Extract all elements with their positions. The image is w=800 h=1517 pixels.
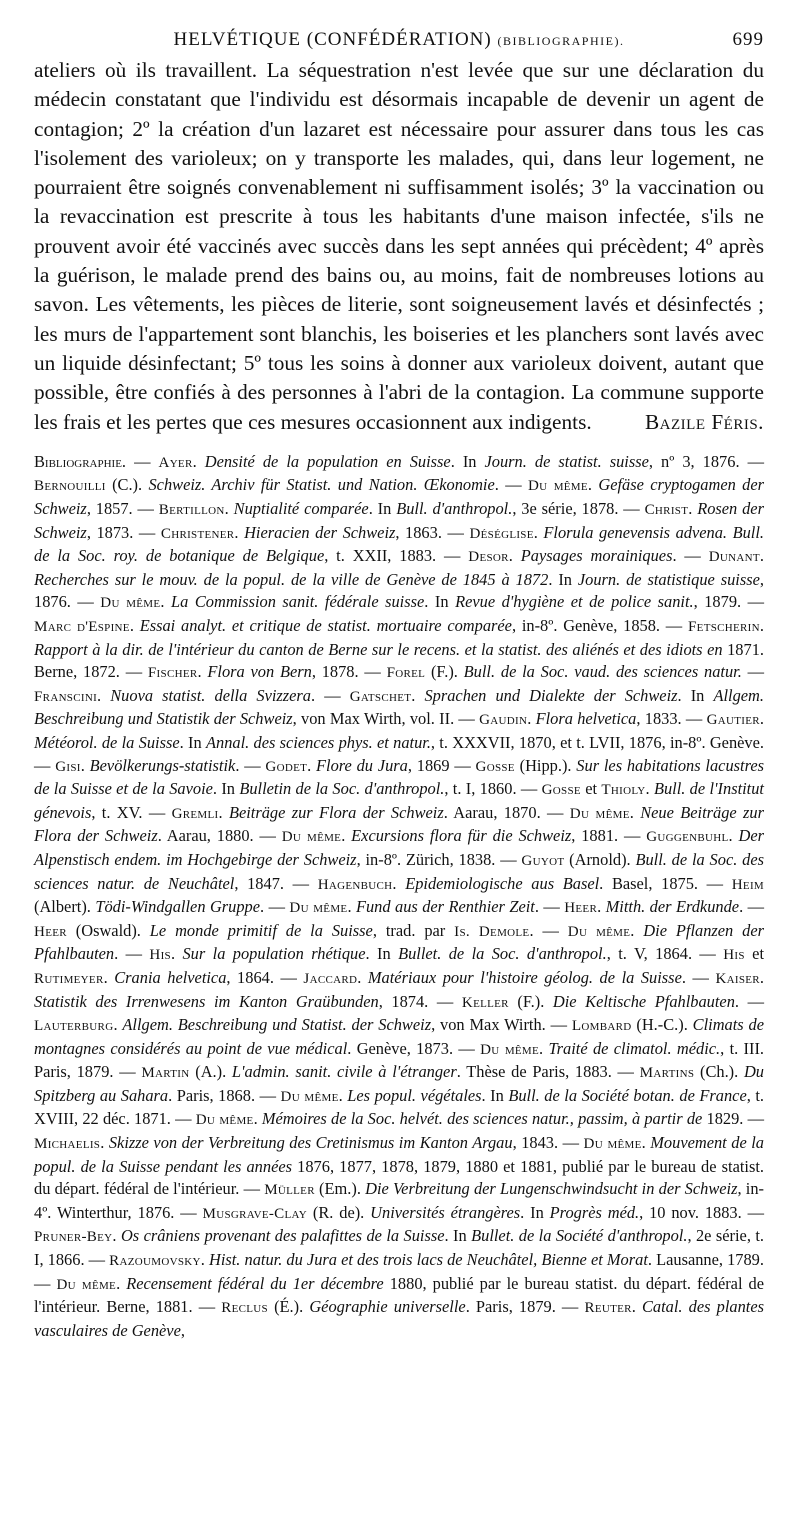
biblio-title: Flora helvetica [535,709,637,729]
biblio-text: (R. de). [307,1202,371,1222]
biblio-text: . Genève, 1873. — [347,1038,481,1058]
biblio-text: . [341,826,352,846]
biblio-text: . [224,499,234,519]
biblio-author: Müller [264,1182,315,1199]
biblio-text: , 1857. — [86,499,159,519]
biblio-text: , in-4º. Winterthur, 1876. — [34,1179,764,1222]
biblio-text: . [629,802,641,822]
biblio-text: . In [365,944,399,964]
biblio-text: . [307,755,317,775]
biblio-text: (Albert). [34,897,96,917]
biblio-title: Météorol. de la Suisse [34,732,180,752]
bibliography-label: Bibliographie. [34,451,127,471]
biblio-text: , 1876. — [34,569,764,612]
biblio-author: Du même [56,1276,117,1293]
biblio-text: , 1874. — [378,991,462,1011]
biblio-text: . Paris, 1879. — [465,1297,585,1317]
biblio-author: Du même [281,829,342,846]
biblio-author: Desor [468,549,509,566]
biblio-text: . [80,755,90,775]
biblio-author: Thioly [601,782,646,799]
biblio-title: Paysages morainiques [520,546,673,566]
biblio-author: Du même [280,1088,339,1105]
biblio-title: Statistik des Irrenwesens im Kanton Graübunden [34,991,379,1011]
biblio-text: , t. III. Paris, 1879. — [34,1038,765,1082]
biblio-text: , t. XXXVII, 1870, et t. LVII, 1876, in-8º. Genève. — [34,732,764,775]
biblio-title: Bull. de l'Institut génevois [34,779,764,822]
biblio-text: . [631,1297,642,1317]
biblio-text: . [160,592,172,612]
biblio-text: . [411,685,425,705]
biblio-title: Die Verbreitung der Lungenschwindsucht in der Schweiz [365,1179,738,1199]
biblio-text: , in-8º. Genève, 1858. — [511,616,688,636]
biblio-text: . [347,897,356,917]
biblio-text: , 1869 — [407,755,476,775]
biblio-text: 1880, publié par le bureau statist. du départ. fédéral de l'intérieur. Berne, 1881. — [34,1273,765,1317]
body-paragraph [34,56,764,437]
bibliography: Bibliographie. — Ayer. Densité de la population en Suisse. In Journ. de statist. suisse, nº 3, 1876. — Bernouilli (C.). Schweiz. Archiv für Statist. und Nation. Œkonomie. — Du même. Gefäse cryptogamen der Schweiz, 1857. — Bertillon. Nuptialité comparée. In Bull. d'anthropol., 3e série, 1878. — Christ. Rosen der Schweiz, 1873. — Christener. Hieracien der Schweiz, 1863. — Déséglise. Florula genevensis advena. Bull. de la Soc. roy. de botanique de Belgique, t. XXII, 1883. — Desor. Paysages morainiques. — Dunant. Recherches sur le mouv. de la popul. de la ville de Genève de 1845 à 1872. In Journ. de statistique suisse, 1876. — Du même. La Commission sanit. fédérale suisse. In Revue d'hygiène et de police sanit., 1879. — Marc d'Espine. Essai analyt. et critique de statist. mortuaire comparée, in-8º. Genève, 1858. — Fetscherin. Rapport à la dir. de l'intérieur du canton de Berne sur le recens. et la statist. des aliénés et des idiots en 1871. Berne, 1872. — Fischer. Flora von Bern, 1878. — Forel (F.). Bull. de la Soc. vaud. des sciences natur. — Franscini. Nuova statist. della Svizzera. — Gatschet. Sprachen und Dialekte der Schweiz. In Allgem. Beschreibung und Statistik der Schweiz, von Max Wirth, vol. II. — Gaudin. Flora helvetica, 1833. — Gautier. Météorol. de la Suisse. In Annal. des sciences phys. et natur., t. XXXVII, 1870, et t. LVII, 1876, in-8º. Genève. — Gisi. Bevölkerungs-statistik. — Godet. Flore du Jura, 1869 — Gosse (Hipp.). Sur les habitations lacustres de la Suisse et de la Savoie. In Bulletin de la Soc. d'anthropol., t. I, 1860. — Gosse et Thioly. Bull. de l'Institut génevois, t. XV. — Gremli. Beiträge zur Flora der Schweiz. Aarau, 1870. — Du même. Neue Beiträge zur Flora der Schweiz. Aarau, 1880. — Du même. Excursions flora für die Schweiz, 1881. — Guggenbuhl. Der Alpenstisch endem. im Hochgebirge der Schweiz, in-8º. Zürich, 1838. — Guyot (Arnold). Bull. de la Soc. des sciences natur. de Neuchâtel, 1847. — Hagenbuch. Epidemiologische aus Basel. Basel, 1875. — Heim (Albert). Tödi-Windgallen Gruppe. — Du même. Fund aus der Renthier Zeit. — Heer. Mitth. der Erdkunde. — Heer (Oswald). Le monde primitif de la Suisse, trad. par Is. Demole. — Du même. Die Pflanzen der Pfahlbauten. — His. Sur la population rhétique. In Bullet. de la Soc. d'anthropol., t. V, 1864. — His et Rutimeyer. Crania helvetica, 1864. — Jaccard. Matériaux pour l'histoire géolog. de la Suisse. — Kaiser. Statistik des Irrenwesens im Kanton Graübunden, 1874. — Keller (F.). Die Keltische Pfahlbauten. — Lauterburg. Allgem. Beschreibung und Statist. der Schweiz, von Max Wirth. — Lombard (H.-C.). Climats de montagnes considérés au point de vue médical. Genève, 1873. — Du même. Traité de climatol. médic., t. III. Paris, 1879. — Martin (A.). L'admin. sanit. civile à l'étranger. Thèse de Paris, 1883. — Martins (Ch.). Du Spitzberg au Sahara. Paris, 1868. — Du même. Les popul. végétales. In Bull. de la Société botan. de France, t. XVIII, 22 déc. 1871. — Du même. Mémoires de la Soc. helvét. des sciences natur., passim, à partir de 1829. — Michaelis. Skizze von der Verbreitung des Cretinismus im Kanton Argau, 1843. — Du même. Mouvement de la popul. de la Suisse pendant les années 1876, 1877, 1878, 1879, 1880 et 1881, publié par le bureau de statist. du départ. fédéral de l'intérieur. — Müller (Em.). Die Verbreitung der Lungenschwindsucht in der Schweiz, in-4º. Winterthur, 1876. — Musgrave-Clay (R. de). Universités étrangères. In Progrès méd., 10 nov. 1883. — Pruner-Bey. Os crâniens provenant des palafittes de la Suisse. In Bullet. de la Société d'anthropol., 2e série, t. I, 1866. — Razoumovsky. Hist. natur. du Jura et des trois lacs de Neuchâtel, Bienne et Morat. Lausanne, 1789. — Du même. Recensement fédéral du 1er décembre 1880, publié par le bureau statist. du départ. fédéral de l'intérieur. Berne, 1881. — Reclus (É.). Géographie universelle. Paris, 1879. — Reuter. Catal. des plantes vasculaires de Genève, [34,451,765,1340]
biblio-text: . [116,1273,127,1293]
biblio-text: (F.). [508,991,553,1011]
biblio-text: . — [739,897,764,917]
biblio-author: Gautier [706,712,760,729]
biblio-text: . In [548,569,578,589]
biblio-text: . [97,685,111,705]
biblio-text: . [508,546,521,566]
biblio-text: , in-8º. Zürich, 1838. — [356,849,522,869]
biblio-title: Revue d'hygiène et de police sanit. [455,592,694,612]
biblio-text: (Em.). [314,1179,366,1199]
biblio-text: et [744,944,765,964]
biblio-title: Bulletin de la Soc. d'anthropol. [239,779,445,799]
biblio-title: Der Alpenstisch endem. im Hochgebirge der Schweiz [34,826,765,869]
biblio-text: , 1881. — [571,826,647,846]
biblio-text: . — [235,755,266,775]
biblio-text: . In [450,451,485,471]
biblio-author: Jaccard [303,970,358,987]
biblio-author: Gosse [475,758,515,775]
biblio-author: Keller [461,994,509,1011]
biblio-text: . [170,944,183,964]
biblio-text: . — [114,944,150,964]
biblio-title: Bullet. de la Société d'anthropol. [471,1226,688,1246]
biblio-text: . In [212,779,240,799]
biblio-title: Bevölkerungs-statistik [89,755,236,775]
biblio-title: Nuova statist. della Svizzera [110,685,311,705]
biblio-author: Du même [567,923,631,940]
biblio-title: Recensement fédéral du 1er décembre [126,1273,384,1293]
running-header [34,10,764,56]
biblio-text: , 1879. — [693,592,765,612]
biblio-text: , 1847. — [234,873,318,893]
biblio-text: . Paris, 1868. — [168,1085,281,1105]
biblio-author: Pruner-Bey [34,1229,113,1246]
biblio-text: , 10 nov. 1883. — [639,1202,764,1222]
biblio-author: Reuter [584,1300,632,1317]
biblio-text: . Aarau, 1880. — [157,826,282,846]
biblio-text: 1871. Berne, 1872. — [34,639,764,682]
biblio-title: Universités étrangères [370,1202,521,1222]
biblio-title: Bull. de la Soc. vaud. des sciences natur. [463,662,742,682]
biblio-text: . In [424,592,456,612]
biblio-title: Die Pflanzen der Pfahlbauten [34,920,764,964]
biblio-author: Du même [583,1136,642,1153]
biblio-author: Michaelis [34,1136,101,1153]
biblio-title: Skizze von der Verbreitung des Cretinismus im Kanton Argau [108,1133,513,1153]
biblio-title: Progrès méd. [549,1202,640,1222]
biblio-author: Guyot [521,852,565,869]
biblio-text: , von Max Wirth, vol. II. — [292,709,480,729]
biblio-title: Neue Beiträge zur Flora der Schweiz [34,802,764,846]
biblio-title: Beiträge zur Flora der Schweiz [228,802,444,822]
biblio-text: . [112,1226,121,1246]
biblio-author: Fetscherin [688,619,760,636]
biblio-author: Lombard [571,1018,632,1035]
biblio-title: Os crâniens provenant des palafittes de la Suisse [120,1226,445,1246]
biblio-text: . — [681,967,716,987]
page-number: 699 [732,29,764,50]
biblio-author: Gaudin [479,712,528,729]
biblio-text: , 1878. — [311,662,387,682]
biblio-title: Flore du Jura [316,755,408,775]
biblio-text: , nº 3, 1876. — [648,451,764,471]
biblio-text: , t. V, 1864. — [606,944,724,964]
biblio-title: L'admin. sanit. civile à l'étranger [231,1062,457,1082]
biblio-author: Ayer [158,454,193,471]
biblio-text: . In [179,732,206,752]
biblio-text: . [587,475,599,495]
biblio-title: Rapport à la dir. de l'intérieur du canton de Berne sur le recens. et la statist. des aliénés et des idiots en [34,639,723,659]
biblio-text: . [630,920,644,940]
biblio-author: Du même [527,478,588,495]
biblio-title: Matériaux pour l'histoire géolog. de la Suisse [367,967,682,987]
biblio-text: . [597,897,606,917]
biblio-text: . [533,522,544,542]
biblio-text: . — [311,685,350,705]
biblio-author: Déséglise [469,525,534,542]
biblio-title: Nuptialité comparée [233,499,369,519]
biblio-title: Fund aus der Renthier Zeit [355,897,535,917]
biblio-author: Bernouilli [34,478,106,495]
biblio-text: . In [677,685,714,705]
biblio-text: . In [368,499,397,519]
biblio-author: Du même [480,1041,540,1058]
biblio-text: (Oswald). [66,920,150,940]
biblio-text: . [218,802,229,822]
biblio-text: , t. XV. — [91,802,172,822]
biblio-text: . [759,546,764,566]
biblio-text: . — [529,920,568,940]
biblio-text: . Lausanne, 1789. — [34,1250,764,1293]
biblio-text: . [645,779,654,799]
biblio-text: , von Max Wirth. — [431,1015,572,1035]
biblio-text: , t. XXII, 1883. — [324,546,469,566]
biblio-text: (Ch.). [694,1062,744,1082]
biblio-title: Géographie universelle [309,1297,466,1317]
header-title [174,10,625,71]
biblio-title: Hist. natur. du Jura et des trois lacs de Neuchâtel, Bienne et Morat [208,1250,648,1270]
biblio-text: . [200,1250,209,1270]
biblio-text: , [180,1320,185,1340]
biblio-title: Annal. des sciences phys. et natur. [205,732,431,752]
biblio-title: Sur la population rhétique [182,944,366,964]
biblio-text: . — [734,991,764,1011]
biblio-title: Les popul. végétales [347,1085,482,1105]
biblio-text: . [759,967,765,987]
biblio-title: Densité de la population en Suisse [204,451,451,471]
biblio-author: Heer [564,900,598,917]
biblio-title: Journ. de statist. suisse [484,451,649,471]
biblio-text: . [759,709,764,729]
header-title-main: HELVÉTIQUE (CONFÉDÉRATION) [173,29,492,50]
biblio-title: Climats de montagnes considérés au point de vue médical [34,1015,765,1058]
biblio-author: Kaiser [715,970,760,987]
biblio-text: . Thèse de Paris, 1883. — [456,1062,640,1082]
biblio-text: . [641,1133,651,1153]
biblio-title: Gefäse cryptogamen der Schweiz [34,475,764,519]
biblio-title: Bullet. de la Soc. d'anthropol. [398,944,607,964]
biblio-text: . In [481,1085,509,1105]
biblio-text: , t. XVIII, 22 déc. 1871. — [34,1085,764,1129]
biblio-author: Fischer [147,665,198,682]
biblio-text: , 1864. — [226,967,304,987]
biblio-title: Sprachen und Dialekte der Schweiz [424,685,678,705]
biblio-title: Traité de climatol. médic. [548,1038,721,1058]
biblio-text: et [580,779,602,799]
biblio-author: Marc d'Espine [34,619,130,636]
biblio-title: Recherches sur le mouv. de la popul. de la ville de Genève de 1845 à 1872 [34,569,549,589]
biblio-text: . Aarau, 1870. — [443,802,570,822]
biblio-title: Crania helvetica [114,967,227,987]
biblio-title: Mitth. der Erdkunde [605,897,740,917]
biblio-text: . [539,1038,549,1058]
biblio-text: , 2e série, t. I, 1866. — [34,1226,764,1270]
biblio-title: Mémoires de la Soc. helvét. des sciences natur., passim, à partir de [261,1109,703,1129]
biblio-text: . [392,873,406,893]
biblio-title: Allgem. Beschreibung und Statist. der Schweiz [122,1015,432,1035]
biblio-text: . — [672,546,709,566]
biblio-author: Dunant [708,549,760,566]
biblio-author: Du même [195,1112,254,1129]
biblio-text: (H.-C.). [631,1015,693,1035]
biblio-title: Mouvement de la popul. de la Suisse pendant les années [34,1133,764,1176]
biblio-text: (A.). [189,1062,232,1082]
biblio-text: 1876, 1877, 1878, 1879, 1880 et 1881, publié par le bureau de statist. du départ. fédéral de l'intérieur. — [34,1156,764,1199]
biblio-text: . [197,662,208,682]
biblio-author: Du même [289,900,348,917]
biblio-text: . [129,616,140,636]
biblio-text: . [728,826,739,846]
biblio-author: Gisi [55,758,81,775]
biblio-title: Hieracien der Schweiz [244,522,396,542]
biblio-author: Musgrave-Clay [202,1205,308,1222]
body-paragraph-text: ateliers où ils travaillent. La séquestration n'est levée que sur une déclaration du médecin constatant que l'individu est désormais incapable de devenir un agent de contagion; 2º la création d'un lazaret est nécessaire pour assurer dans tous les cas l'isolement des varioleux; on y transporte les malades, qui, dans leur logement, ne pourraient être soignés convenablement ni suffisamment isolés; 3º la vaccination ou la revaccination est prescrite à tous les habitants d'une maison infectée, s'ils ne prouvent avoir été vaccinés avec succès dans les sept années qui précèdent; 4º après la guérison, le malade prend des bains ou, au moins, fait de nombreuses lotions au savon. Les vêtements, les pièces de literie, sont soigneusement lavés et désinfectés ; les murs de l'appartement sont blanchis, les boiseries et les planchers sont lavés avec un liquide désinfectant; 5º tous les soins à donner aux varioleux doivent, autant que possible, être confiés à des personnes à l'abri de la contagion. La commune supporte les frais et les pertes que ces mesures occasionnent aux indigents. [34,58,764,434]
biblio-author: Christener [160,525,235,542]
biblio-author: Reclus [221,1300,268,1317]
biblio-text: — [741,662,764,682]
biblio-text: . [103,967,115,987]
biblio-text: . [688,499,698,519]
biblio-author: Razoumovsky [109,1253,201,1270]
biblio-author: Franscini [34,688,98,705]
biblio-title: Catal. des plantes vasculaires de Genève [34,1297,764,1340]
biblio-author: Du même [100,595,161,612]
biblio-text: . — [260,897,290,917]
biblio-author: Gremli [171,805,219,822]
header-section: (BIBLIOGRAPHIE). [497,34,625,48]
biblio-author: His [723,947,745,964]
biblio-author: Christ [644,502,689,519]
author-signature: Bazile Féris. [644,409,764,434]
biblio-author: Forel [386,665,426,682]
biblio-text: . [253,1109,262,1129]
biblio-text: . [113,1015,123,1035]
biblio-title: La Commission sanit. fédérale suisse [171,592,425,612]
biblio-author: Guggenbuhl [646,829,729,846]
biblio-author: Gosse [541,782,581,799]
biblio-text: . In [520,1202,550,1222]
biblio-text: , 1873. — [86,522,161,542]
biblio-text: , 1843. — [512,1133,584,1153]
biblio-text: , 1863. — [395,522,470,542]
biblio-text: . [192,451,205,471]
biblio-author: Martin [141,1065,190,1082]
biblio-title: Epidemiologische aus Basel [405,873,600,893]
biblio-text: (F.). [425,662,464,682]
biblio-title: Journ. de statistique suisse [577,569,760,589]
biblio-title: Le monde primitif de la Suisse [149,920,373,940]
bibliography-entries [34,452,764,1340]
biblio-text: (C.). [105,475,149,495]
biblio-text: . [234,522,245,542]
biblio-author: Du même [569,805,630,822]
biblio-author: Rutimeyer [34,970,104,987]
biblio-author: Godet [265,758,308,775]
biblio-author: Lauterburg [34,1018,114,1035]
biblio-author: Bertillon [158,502,225,519]
biblio-text: . [338,1085,348,1105]
biblio-text: . — [534,897,565,917]
biblio-title: Sur les habitations lacustres de la Suisse et de la Savoie [34,755,764,799]
biblio-title: Die Keltische Pfahlbauten [552,991,735,1011]
biblio-title: Bull. de la Soc. des sciences natur. de Neuchâtel [34,849,764,893]
biblio-author: His [149,947,171,964]
biblio-text: . [100,1133,109,1153]
biblio-title: Rosen der Schweiz [34,499,764,542]
biblio-text: . In [444,1226,472,1246]
biblio-title: Schweiz. Archiv für Statist. und Nation. Œkonomie [148,475,495,495]
biblio-text: . [527,709,536,729]
biblio-text: 1829. — [702,1109,764,1129]
biblio-text: , t. I, 1860. — [444,779,542,799]
biblio-title: Du Spitzberg au Sahara [34,1062,764,1105]
biblio-text: , 3e série, 1878. — [512,499,645,519]
biblio-text: , trad. par [372,920,455,940]
biblio-text: . — [494,475,528,495]
biblio-author: Gatschet [349,688,412,705]
biblio-text: (Hipp.). [514,755,577,775]
biblio-text: (Arnold). [564,849,636,869]
biblio-text: . [759,616,764,636]
biblio-author: Is. Demole [454,923,530,940]
biblio-title: Flora von Bern [207,662,312,682]
biblio-title: Bull. de la Société botan. de France [508,1085,747,1105]
biblio-author: Heim [731,876,764,893]
biblio-title: Florula genevensis advena. Bull. de la Soc. roy. de botanique de Belgique [34,522,764,566]
biblio-text: . [357,967,368,987]
biblio-text: . Basel, 1875. — [599,873,732,893]
biblio-author: Martins [639,1065,695,1082]
biblio-title: Excursions flora für die Schweiz [351,826,572,846]
biblio-title: Bull. d'anthropol. [396,499,513,519]
biblio-title: Tödi-Windgallen Gruppe [95,897,261,917]
biblio-author: Heer [34,923,67,940]
biblio-author: Hagenbuch [317,876,393,893]
biblio-text: , 1833. — [636,709,707,729]
biblio-title: Allgem. Beschreibung und Statistik der Schweiz [34,685,764,729]
biblio-text: (É.). [267,1297,310,1317]
biblio-title: Essai analyt. et critique de statist. mortuaire comparée [139,616,512,636]
